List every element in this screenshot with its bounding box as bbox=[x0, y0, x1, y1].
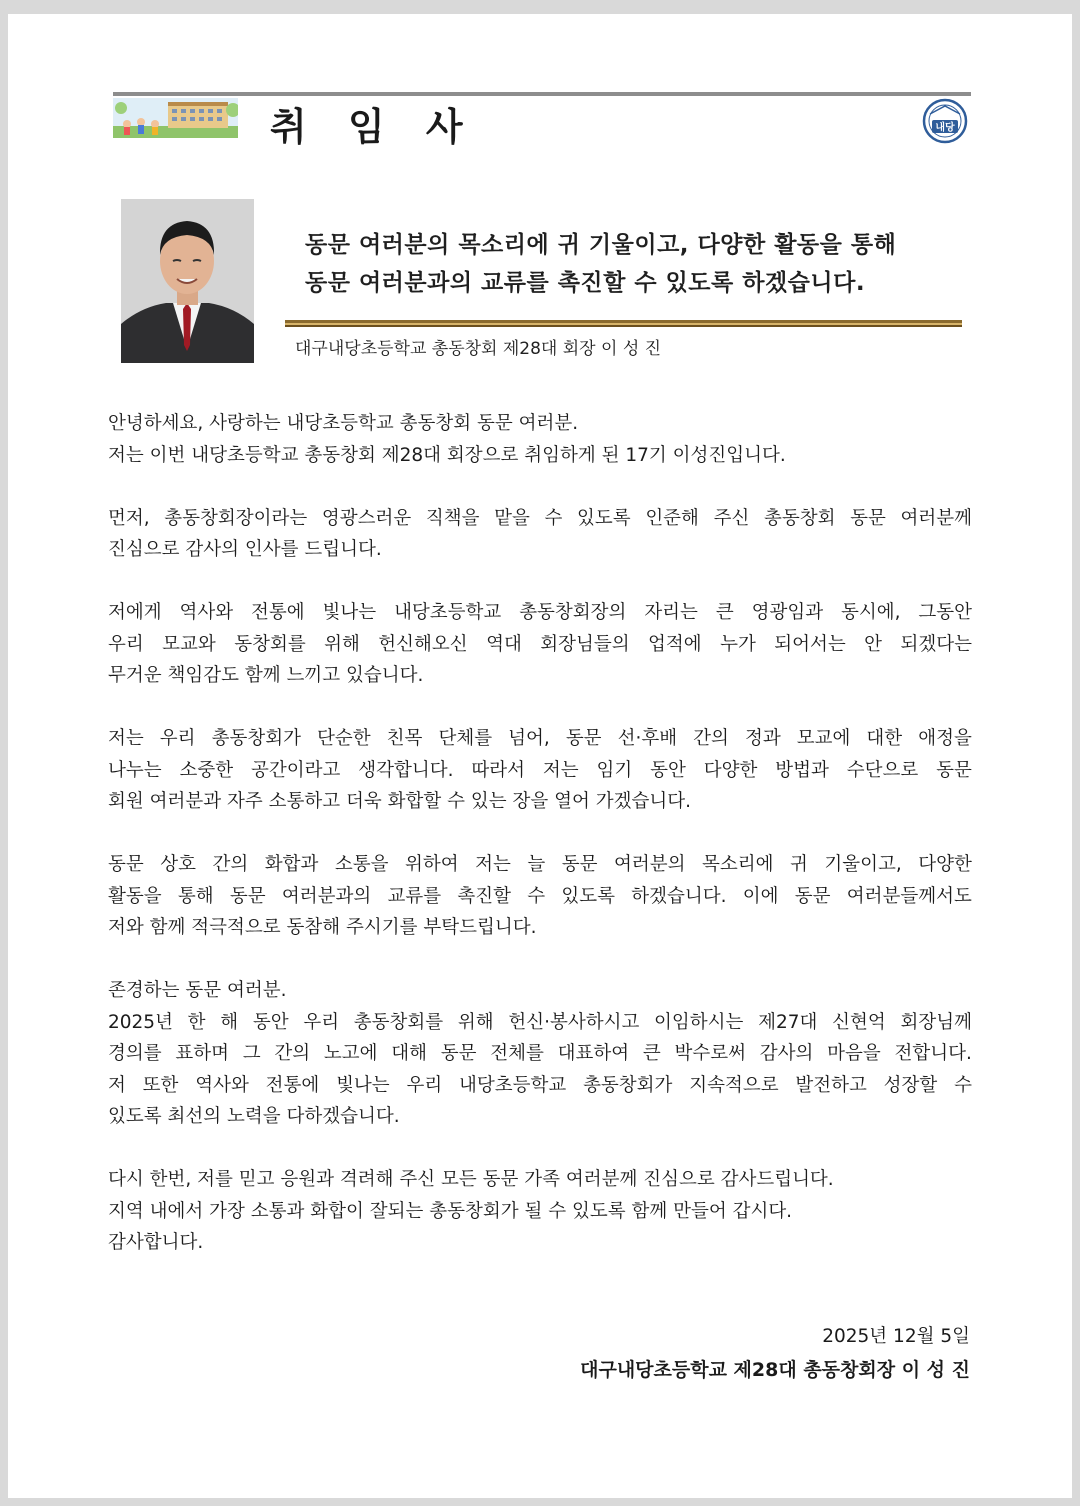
school-emblem-icon bbox=[920, 98, 970, 144]
body-line: 저 또한 역사와 전통에 빛나는 우리 내당초등학교 총동창회가 지속적으로 발전하고 성장할 수 bbox=[108, 1074, 972, 1096]
paragraph-gap bbox=[108, 818, 972, 850]
body-line: 저는 우리 총동창회가 단순한 친목 단체를 넘어, 동문 선·후배 간의 정과 모교에 대한 애정을 bbox=[108, 728, 972, 749]
body-line: 나누는 소중한 공간이라고 생각합니다. 따라서 저는 임기 동안 다양한 방법과 수단으로 동문 bbox=[108, 759, 972, 781]
paragraph-gap bbox=[108, 471, 972, 503]
body-line: 저는 이번 내당초등학교 총동창회 제28대 회장으로 취임하게 된 17기 이성진입니다. bbox=[108, 444, 786, 466]
paragraph bbox=[108, 1164, 972, 1259]
body-line: 우리 모교와 동창회를 위해 헌신해오신 역대 회장님들의 업적에 누가 되어서는 안 되겠다는 bbox=[108, 633, 972, 655]
body-line: 감사합니다. bbox=[108, 1232, 204, 1253]
signature-line: 대구내당초등학교 제28대 총동창회장 이 성 진 bbox=[580, 1359, 970, 1381]
paragraph bbox=[108, 597, 972, 692]
paragraph bbox=[108, 503, 972, 566]
page-title: 취 임 사 bbox=[270, 105, 477, 149]
quote-line-2: 동문 여러분과의 교류를 촉진할 수 있도록 하겠습니다. bbox=[305, 270, 866, 296]
body-line: 존경하는 동문 여러분. bbox=[108, 980, 287, 1001]
paragraph bbox=[108, 723, 972, 818]
president-portrait bbox=[121, 199, 254, 363]
body-line: 회원 여러분과 자주 소통하고 더욱 화합할 수 있는 장을 열어 가겠습니다. bbox=[108, 791, 691, 812]
body-line: 지역 내에서 가장 소통과 화합이 잘되는 총동창회가 될 수 있도록 함께 만들어 갑시다. bbox=[108, 1200, 793, 1222]
body-line: 저와 함께 적극적으로 동참해 주시기를 부탁드립니다. bbox=[108, 917, 537, 938]
body-line: 저에게 역사와 전통에 빛나는 내당초등학교 총동창회장의 자리는 큰 영광임과 동시에, 그동안 bbox=[108, 602, 972, 623]
speech-body bbox=[108, 408, 972, 1259]
body-line: 무거운 책임감도 함께 느끼고 있습니다. bbox=[108, 665, 424, 686]
body-line: 다시 한번, 저를 믿고 응원과 격려해 주신 모든 동문 가족 여러분께 진심으로 감사드립니다. bbox=[108, 1169, 834, 1190]
body-line: 진심으로 감사의 인사를 드립니다. bbox=[108, 539, 382, 560]
quote-line-1: 동문 여러분의 목소리에 귀 기울이고, 다양한 활동을 통해 bbox=[305, 232, 897, 258]
document-date: 2025년 12월 5일 bbox=[822, 1326, 970, 1347]
body-line: 있도록 최선의 노력을 다하겠습니다. bbox=[108, 1106, 400, 1127]
emblem-text: 내당 bbox=[935, 122, 955, 134]
paragraph bbox=[108, 408, 972, 471]
paragraph-gap bbox=[108, 692, 972, 724]
headline-quote bbox=[305, 226, 896, 302]
paragraph bbox=[108, 849, 972, 944]
paragraph-gap bbox=[108, 1133, 972, 1165]
header-rule bbox=[113, 92, 971, 96]
paragraph-gap bbox=[108, 566, 972, 598]
gold-divider bbox=[285, 320, 962, 327]
paragraph-gap bbox=[108, 944, 972, 976]
body-line: 안녕하세요, 사랑하는 내당초등학교 총동창회 동문 여러분. bbox=[108, 413, 579, 434]
school-illustration bbox=[113, 98, 238, 138]
body-line: 먼저, 총동창회장이라는 영광스러운 직책을 맡을 수 있도록 인준해 주신 총동창회 동문 여러분께 bbox=[108, 507, 972, 529]
body-line: 동문 상호 간의 화합과 소통을 위하여 저는 늘 동문 여러분의 목소리에 귀 기울이고, 다양한 bbox=[108, 854, 972, 875]
paragraph bbox=[108, 975, 972, 1133]
body-line: 2025년 한 해 동안 우리 총동창회를 위해 헌신·봉사하시고 이임하시는 제27대 신현억 회장님께 bbox=[108, 1011, 972, 1033]
body-line: 경의를 표하며 그 간의 노고에 대해 동문 전체를 대표하여 큰 박수로써 감사의 마음을 전합니다. bbox=[108, 1043, 972, 1064]
president-caption: 대구내당초등학교 총동창회 제28대 회장 이 성 진 bbox=[295, 339, 662, 359]
body-line: 활동을 통해 동문 여러분과의 교류를 촉진할 수 있도록 하겠습니다. 이에 동문 여러분들께서도 bbox=[108, 885, 972, 907]
